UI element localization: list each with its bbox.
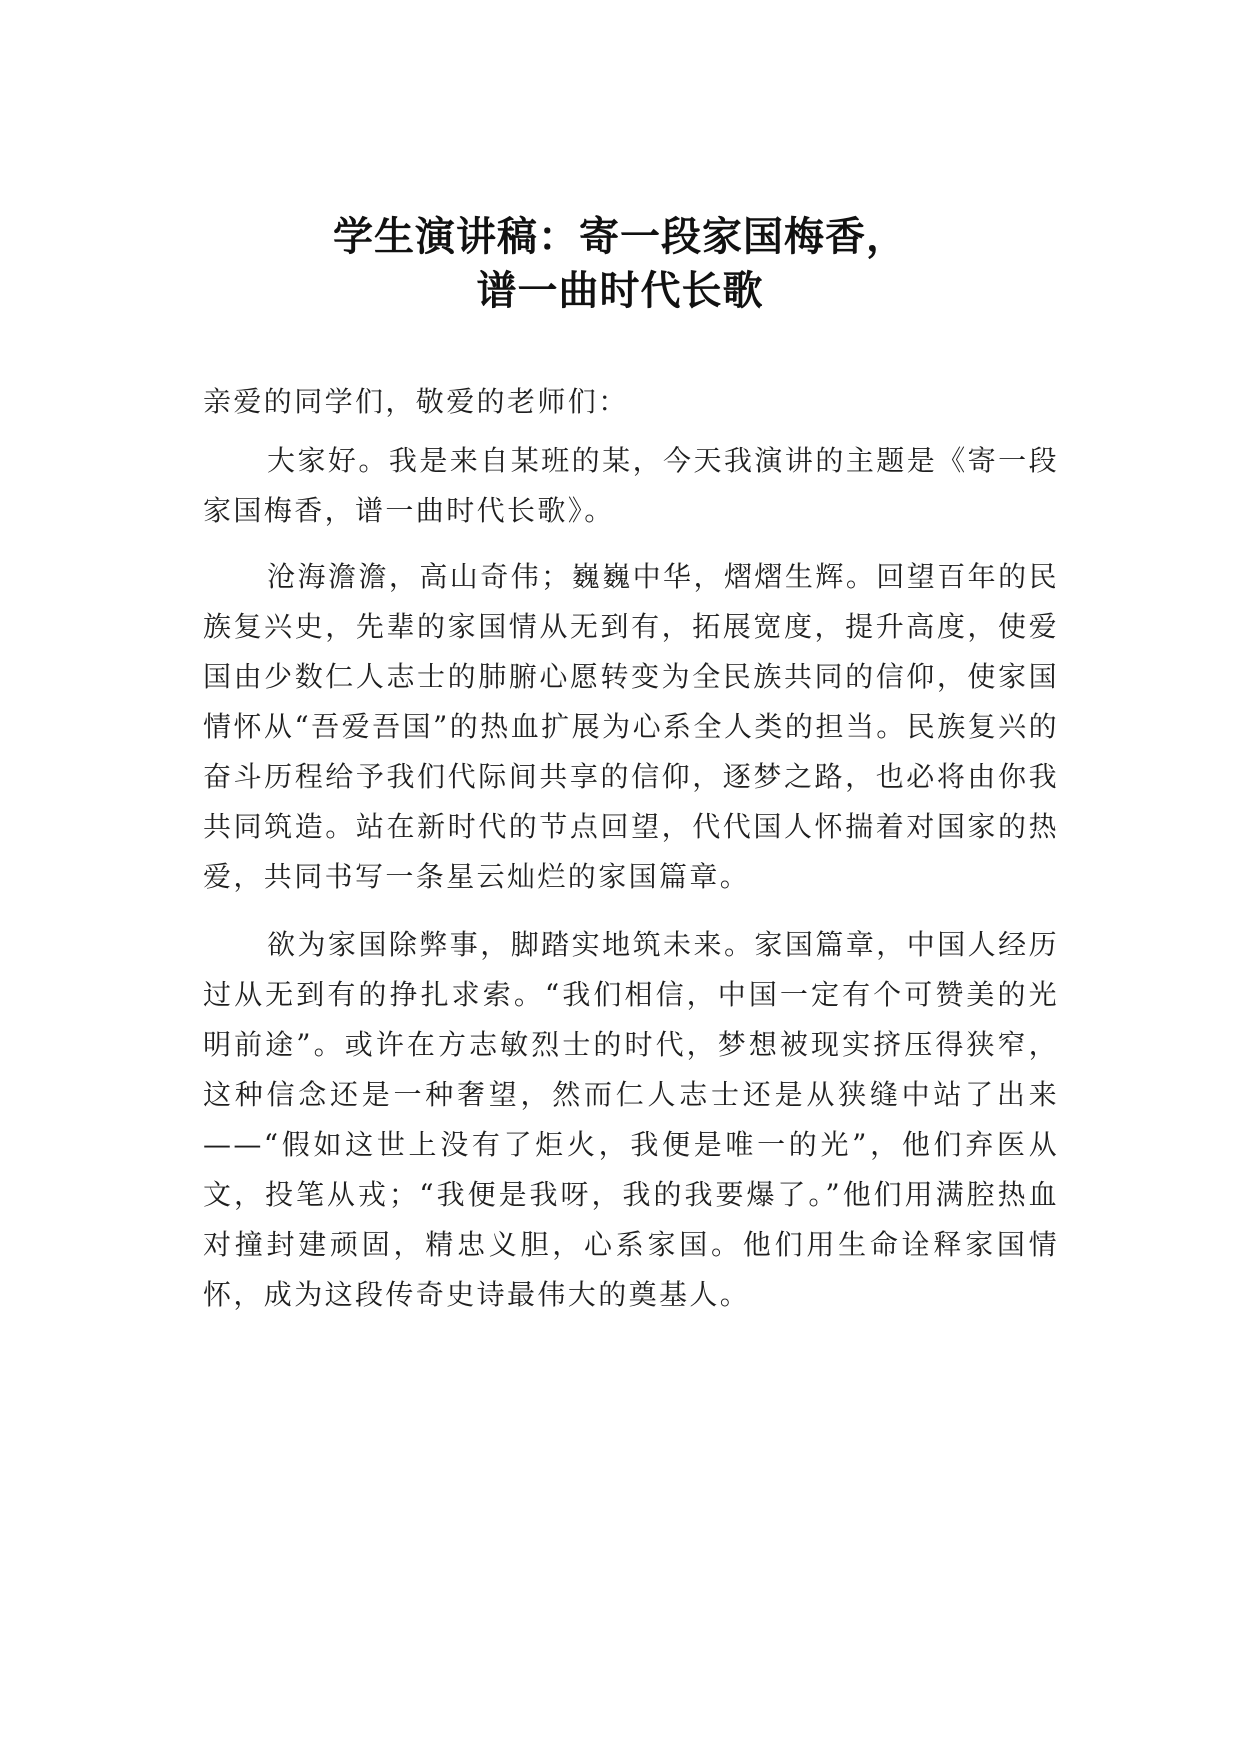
- paragraph-pioneers: 欲为家国除弊事，脚踏实地筑未来。家国篇章，中国人经历过从无到有的挣扎求索。“我们相信，中国一定有个可赞美的光明前途”。或许在方志敏烈士的时代，梦想被现实挤压得狭窄，这种信念还是一种奢望，然而仁人志士还是从狭缝中站了出来——“假如这世上没有了炬火，我便是唯一的光”，他们弃医从文，投笔从戎；“我便是我呀，我的我要爆了。”他们用满腔热血对撞封建顽固，精忠义胆，心系家国。他们用生命诠释家国情怀，成为这段传奇史诗最伟大的奠基人。: [203, 928, 1059, 1311]
- salutation: 亲爱的同学们，敬爱的老师们：: [203, 385, 629, 418]
- paragraph-history: 沧海澹澹，高山奇伟；巍巍中华，熠熠生辉。回望百年的民族复兴史，先辈的家国情从无到有，拓展宽度，提升高度，使爱国由少数仁人志士的肺腑心愿转变为全民族共同的信仰，使家国情怀从“吾爱吾国”的热血扩展为心系全人类的担当。民族复兴的奋斗历程给予我们代际间共享的信仰，逐梦之路，也必将由你我共同筑造。站在新时代的节点回望，代代国人怀揣着对国家的热爱，共同书写一条星云灿烂的家国篇章。: [203, 560, 1059, 893]
- title-line-1: 学生演讲稿：寄一段家国梅香，: [333, 214, 907, 260]
- document-body: [203, 380, 1059, 1338]
- document-title: [0, 210, 1240, 318]
- paragraph-greeting: 大家好。我是来自某班的某，今天我演讲的主题是《寄一段家国梅香，谱一曲时代长歌》。: [203, 444, 1059, 527]
- title-line-2: 谱一曲时代长歌: [476, 268, 764, 314]
